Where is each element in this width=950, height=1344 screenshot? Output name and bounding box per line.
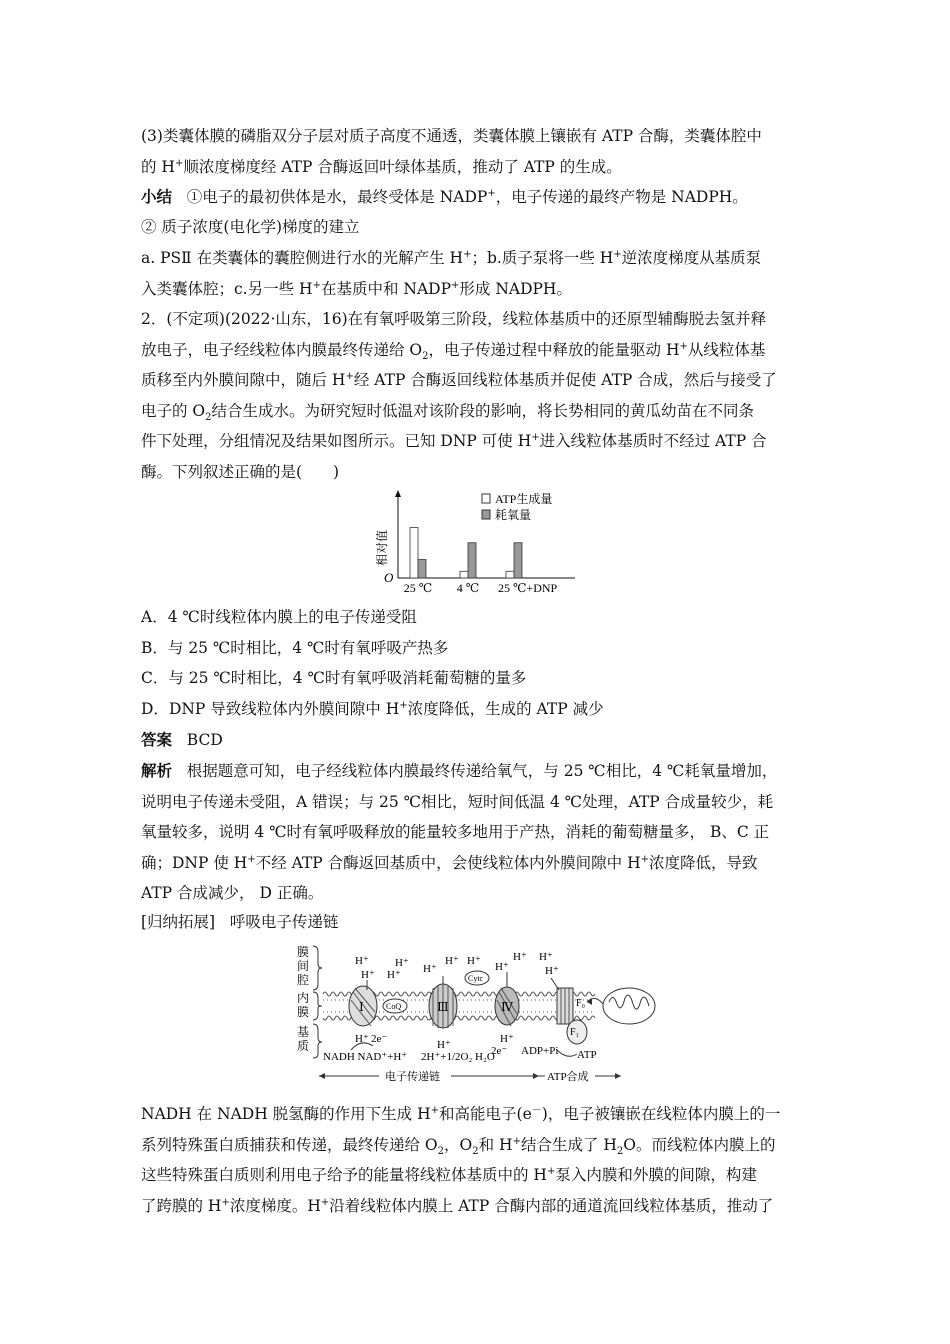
svg-text:F₀: F₀ — [576, 998, 586, 1009]
complex-iv — [495, 987, 519, 1026]
bar-oxygen-1 — [468, 543, 476, 578]
etc-diagram — [295, 942, 665, 1094]
legend-swatch-1 — [482, 510, 490, 519]
svg-text:基: 基 — [297, 1025, 310, 1039]
svg-text:H⁺: H⁺ — [395, 957, 409, 969]
answer-line — [141, 725, 223, 755]
option-c[interactable]: C．与 25 ℃时相比，4 ℃时有氧呼吸消耗葡萄糖的量多 — [141, 669, 527, 687]
legend-label-1: 耗氧量 — [495, 508, 532, 522]
bar-atp-2 — [506, 571, 514, 578]
paragraph-3: (3)类囊体膜的磷脂双分子层对质子高度不通透，类囊体膜上镶嵌有 ATP 合酶，类囊体腔中 的 H+顺浓度梯度经 ATP 合酶返回叶绿体基质，推动了 ATP 的生成。 — [141, 127, 762, 176]
bottom-labels — [323, 1033, 597, 1063]
svg-text:H⁺: H⁺ — [545, 965, 559, 977]
complex-iii — [429, 984, 457, 1028]
svg-text:H⁺: H⁺ — [355, 955, 369, 967]
svg-text:膜: 膜 — [297, 945, 310, 959]
svg-text:H⁺: H⁺ — [387, 969, 401, 981]
svg-text:H⁺: H⁺ — [445, 955, 459, 967]
svg-text:内: 内 — [297, 991, 310, 1005]
summary-line: 小结 ①电子的最初供体是水，最终受体是 NADP+，电子传递的最终产物是 NADPH。 — [141, 187, 748, 206]
chart-ylabel: 相对值 — [375, 529, 389, 567]
svg-text:电子传递链: 电子传递链 — [385, 1071, 440, 1083]
extension-heading: [归纳拓展] 呼吸电子传递链 — [141, 913, 339, 931]
option-b[interactable]: B．与 25 ℃时相比，4 ℃时有氧呼吸产热多 — [141, 639, 449, 657]
cytc — [465, 971, 489, 985]
analysis-label: 解析 — [141, 762, 173, 780]
legend-swatch-0 — [482, 494, 490, 503]
category-label-0: 25 ℃ — [403, 581, 433, 595]
svg-text:ATP合成: ATP合成 — [547, 1071, 589, 1083]
question-text: 2．(不定项)(2022·山东，16)在有氧呼吸第三阶段，线粒体基质中的还原型辅酶脱去氢并释 放电子，电子经线粒体内膜最终传递给 $O_2$，电子传递过程中释放的能量驱动 H+从线粒体基 质移至内外膜间隙中，随后 H+经 ATP 合酶返回线粒体基质并促使 ATP 合成，然后与接受了 电子的 $O_2$结合生成水。为研究短时低温对该阶段的影响，将长势相同的黄瓜幼苗在不同条 件下处理，分组情况及结果如图所示。已知 DNP 可使 H+进入线粒体基质时不经过 ATP 合 酶。下列叙述正确的是( ) — [141, 310, 777, 481]
svg-text:2e⁻: 2e⁻ — [371, 1033, 388, 1045]
svg-text:ADP+Pi: ADP+Pi — [521, 1045, 559, 1057]
svg-text:H⁺: H⁺ — [467, 955, 481, 967]
answer-value: BCD — [186, 731, 223, 749]
y-axis-arrow — [395, 490, 401, 497]
svg-text:CoQ: CoQ — [386, 1002, 402, 1011]
svg-text:膜: 膜 — [297, 1005, 310, 1019]
svg-text:H⁺: H⁺ — [500, 1033, 514, 1045]
option-d[interactable]: D．DNP 导致线粒体内外膜间隙中 H+浓度降低，生成的 ATP 减少 — [141, 699, 604, 718]
process-labels — [319, 1069, 621, 1083]
svg-text:间: 间 — [297, 959, 310, 973]
svg-text:H⁺: H⁺ — [513, 951, 527, 963]
region-labels — [297, 945, 309, 1053]
svg-text:Cytc: Cytc — [468, 974, 484, 983]
mitochondrion-icon — [587, 988, 655, 1024]
svg-text:Ⅳ: Ⅳ — [501, 1000, 513, 1014]
coq — [383, 999, 407, 1013]
svg-text:H⁺: H⁺ — [355, 1033, 369, 1045]
svg-text:NADH NAD⁺+H⁺: NADH NAD⁺+H⁺ — [323, 1051, 408, 1063]
svg-text:Ⅰ: Ⅰ — [359, 1000, 364, 1014]
svg-text:H⁺: H⁺ — [437, 1039, 451, 1051]
svg-text:F₁: F₁ — [570, 1027, 580, 1038]
svg-text:2e⁻: 2e⁻ — [491, 1045, 508, 1057]
svg-text:H⁺: H⁺ — [361, 969, 375, 981]
summary-label: 小结 — [141, 188, 173, 206]
legend-label-0: ATP生成量 — [495, 492, 553, 506]
analysis-text: 解析 根据题意可知，电子经线粒体内膜最终传递给氧气，与 25 ℃相比，4 ℃耗氧量增加， 说明电子传递未受阻，A 错误；与 25 ℃相比，短时间低温 4 ℃处理，ATP 合成量较少，耗 氧量较多，说明 4 ℃时有氧呼吸释放的能量较多地用于产热，消耗的葡萄糖量多， B、C 正 确；DNP 使 H+不经 ATP 合酶返回基质中，会使线粒体内外膜间隙中 H+浓度降低，导致 ATP 合成减少， D 正确。 — [141, 762, 778, 902]
summary-item-abc: a. PSⅡ 在类囊体的囊腔侧进行水的光解产生 H+；b.质子泵将一些 H+逆浓度梯度从基质泵 入类囊体腔；c.另一些 H+在基质中和 NADP+形成 NADPH。 — [141, 248, 762, 298]
svg-text:H⁺: H⁺ — [423, 963, 437, 975]
bar-chart — [370, 490, 590, 600]
svg-text:H⁺: H⁺ — [495, 961, 509, 973]
answer-label: 答案 — [141, 731, 173, 749]
chart-origin: O — [384, 570, 394, 585]
final-paragraph: NADH 在 NADH 脱氢酶的作用下生成 H+和高能电子(e－)，电子被镶嵌在线粒体内膜上的一 系列特殊蛋白质捕获和传递，最终传递给 $O_2$，$O_2$和 H+结合生成了 $H_2O$。而线粒体内膜上的 这些特殊蛋白质则利用电子给予的能量将线粒体基质中的 H+泵入内膜和外膜的间隙，构建 了跨膜的 H+浓度梯度。H+沿着线粒体内膜上 ATP 合酶内部的通道流回线粒体基质，推动了 — [141, 1104, 781, 1215]
category-label-2: 25 ℃+DNP — [498, 581, 558, 595]
svg-text:Ⅲ: Ⅲ — [437, 1000, 449, 1014]
svg-text:H⁺: H⁺ — [539, 951, 553, 963]
bar-oxygen-0 — [418, 560, 426, 578]
complex-i — [349, 986, 377, 1026]
bar-atp-1 — [460, 571, 468, 578]
svg-text:质: 质 — [297, 1039, 310, 1053]
atp-synthase — [557, 988, 587, 1044]
bar-atp-0 — [410, 528, 418, 578]
svg-text:腔: 腔 — [297, 973, 310, 987]
svg-text:2H⁺+1/2O₂ H₂O: 2H⁺+1/2O₂ H₂O — [421, 1051, 495, 1063]
option-a[interactable]: A．4 ℃时线粒体内膜上的电子传递受阻 — [141, 608, 417, 626]
svg-text:ATP: ATP — [577, 1049, 597, 1061]
summary-item-2: ② 质子浓度(电化学)梯度的建立 — [141, 218, 360, 236]
bar-oxygen-2 — [514, 543, 522, 578]
category-label-1: 4 ℃ — [456, 581, 480, 595]
